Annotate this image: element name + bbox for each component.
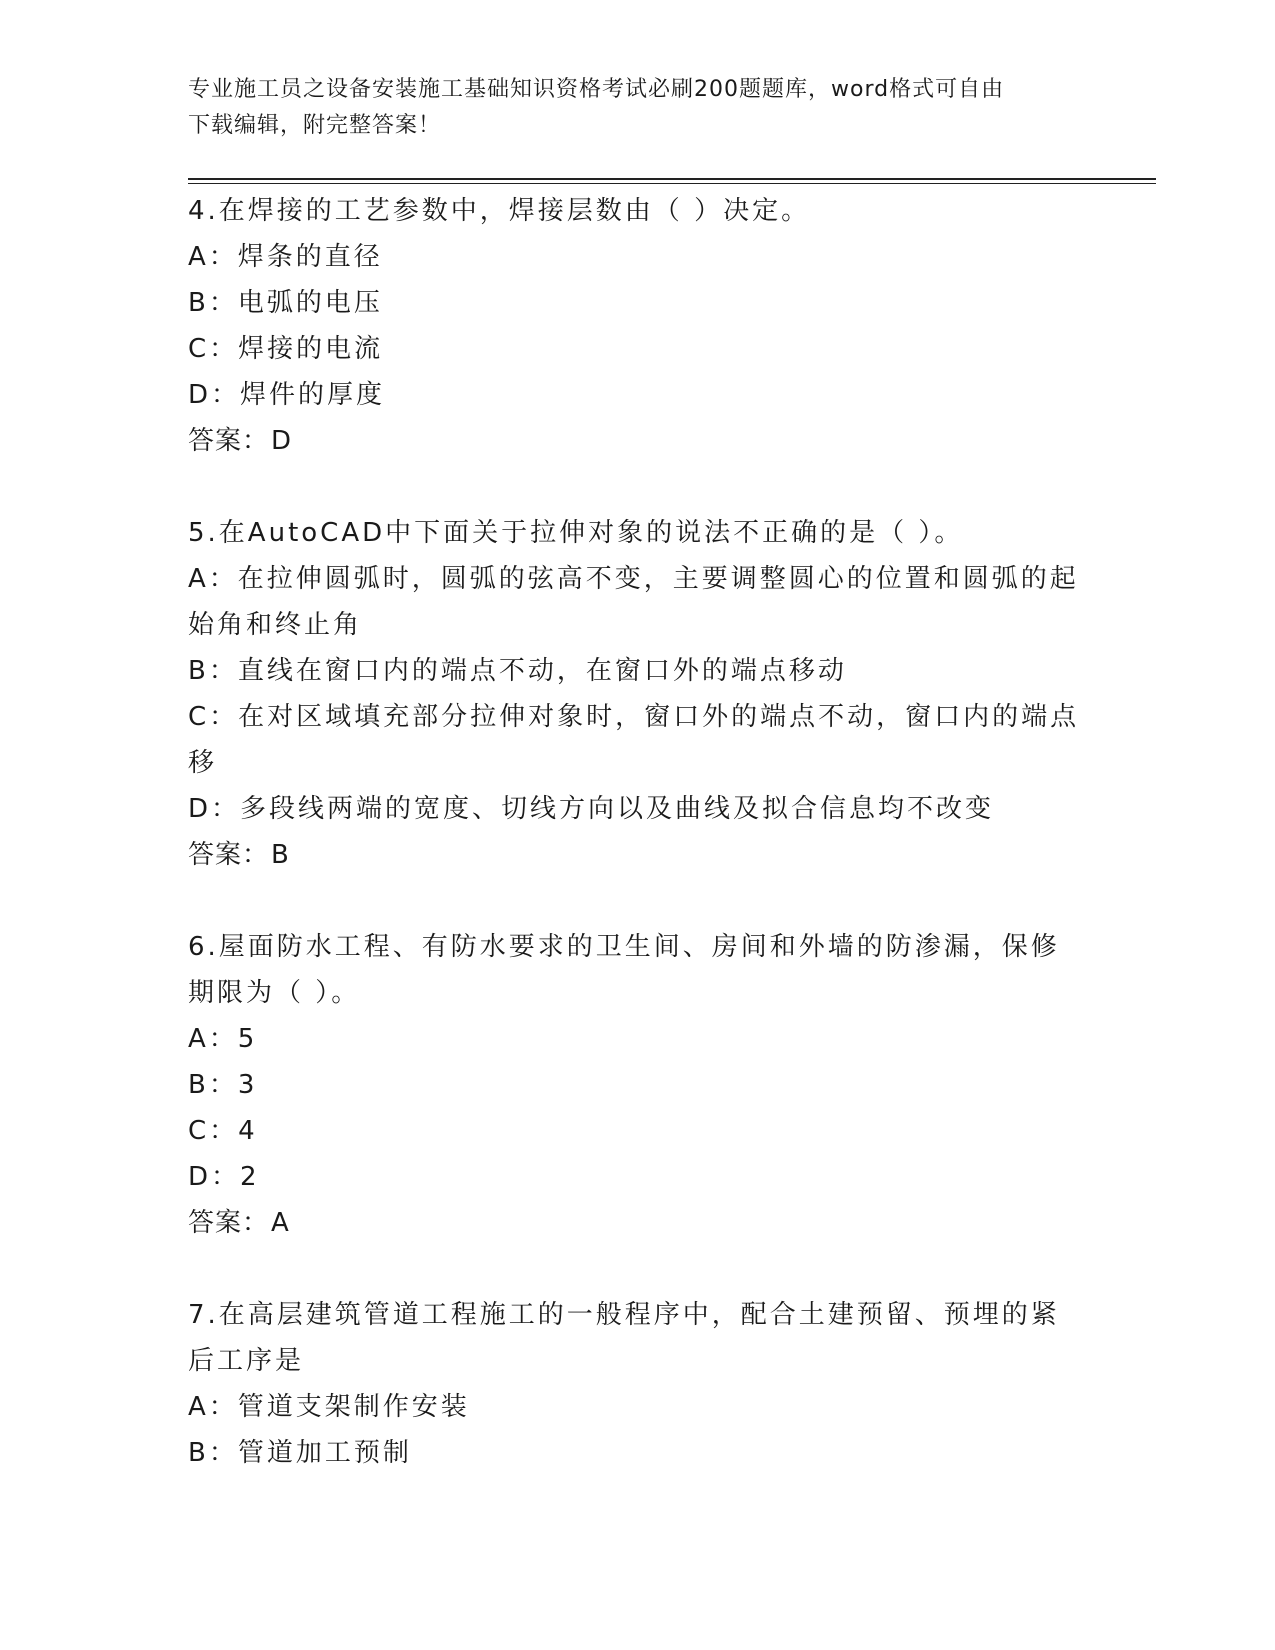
header-line-1: 专业施工员之设备安装施工基础知识资格考试必刷200题题库，word格式可自由 [188,77,1005,102]
question-stem: 4.在焊接的工艺参数中，焊接层数由（ ）决定。 [188,196,811,226]
question-block [188,188,1088,464]
header-line-2: 下载编辑，附完整答案！ [188,113,442,138]
question-stem: 后工序是 [188,1346,305,1376]
question-option: C：在对区域填充部分拉伸对象时，窗口外的端点不动，窗口内的端点 [188,702,1080,732]
question-option: B：直线在窗口内的端点不动，在窗口外的端点移动 [188,656,847,686]
question-stem: 期限为（ ）。 [188,978,361,1008]
question-option: A：在拉伸圆弧时，圆弧的弦高不变，主要调整圆心的位置和圆弧的起 [188,564,1079,594]
question-option: A：管道支架制作安装 [188,1392,470,1422]
question-option: B：管道加工预制 [188,1438,412,1468]
question-option: A：5 [188,1024,258,1054]
question-option: D：多段线两端的宽度、切线方向以及曲线及拟合信息均不改变 [188,794,995,824]
answer-value: A [271,1208,290,1238]
answer-value: B [271,840,290,870]
header-rule-bottom [188,183,1156,184]
question-option: B：3 [188,1070,258,1100]
question-option: B：电弧的电压 [188,288,383,318]
question-stem: 6.屋面防水工程、有防水要求的卫生间、房间和外墙的防渗漏，保修 [188,932,1060,962]
answer-line [188,418,1088,464]
question-block [188,510,1088,878]
question-stem: 7.在高层建筑管道工程施工的一般程序中，配合土建预留、预埋的紧 [188,1300,1060,1330]
header-rule-top [188,178,1156,180]
question-block [188,1292,1088,1476]
question-option: D：2 [188,1162,260,1192]
answer-line [188,832,1088,878]
document-header [188,72,1088,144]
answer-label: 答案： [188,426,270,456]
answer-line [188,1200,1088,1246]
answer-value: D [271,426,293,456]
answer-label: 答案： [188,840,270,870]
question-option: C：焊接的电流 [188,334,384,364]
question-option: A：焊条的直径 [188,242,383,272]
answer-label: 答案： [188,1208,270,1238]
question-option: 移 [188,748,218,778]
question-option: C：4 [188,1116,258,1146]
question-option: D：焊件的厚度 [188,380,386,410]
question-list [188,188,1088,1476]
question-stem: 5.在AutoCAD中下面关于拉伸对象的说法不正确的是（ ）。 [188,518,964,548]
question-block [188,924,1088,1246]
question-option: 始角和终止角 [188,610,363,640]
